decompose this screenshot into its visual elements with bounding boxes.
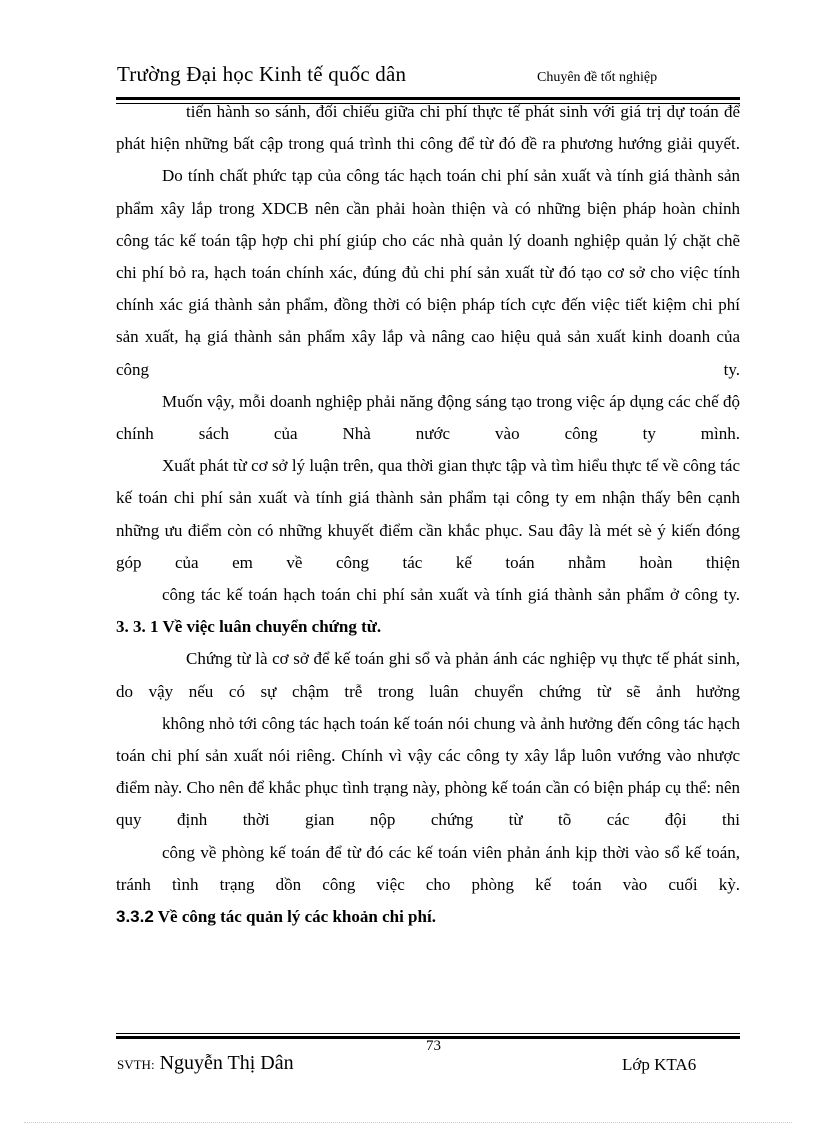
paragraph: Muốn vậy, mỗi doanh nghiệp phải năng động sáng tạo trong việc áp dụng các chế độ chính sách của Nhà nước vào công ty mình. [116,391,740,444]
paragraph: công tác kế toán hạch toán chi phí sản xuất và tính giá thành sản phẩm ở công ty. [162,585,740,605]
section-heading: 3. 3. 1 Về việc luân chuyển chứng từ. [116,617,382,637]
footer-class: Lớp KTA6 [622,1055,697,1074]
svth-label: SVTH: [117,1057,155,1072]
paragraph: công về phòng kế toán để từ đó các kế toán viên phản ánh kịp thời vào sổ kế toán, tránh tình trạng dồn công việc cho phòng kế toán vào cuối kỳ. [116,842,740,894]
header-doc-type: Chuyên đề tốt nghiệp [537,70,658,85]
page-number: 73 [426,1038,441,1054]
paragraph: Do tính chất phức tạp của công tác hạch toán chi phí sản xuất và tính giá thành sản phẩm xây lắp trong XDCB nên cần phải hoàn thiện và có những biện pháp hoàn chỉnh công tác kế toán tập hợp chi phí giúp cho các nhà quản lý doanh nghiệp quản lý chặt chẽ chi phí bỏ ra, hạch toán chính xác, đúng đủ chi phí sản xuất từ đó tạo cơ sở cho việc tính chính xác giá thành sản phẩm, đồng thời có biện pháp tích cực đến việc tiết kiệm chi phí sản xuất, hạ giá thành sản phẩm xây lắp và nâng cao hiệu quả sản xuất kinh doanh của công ty. [116,166,740,379]
paragraph: không nhỏ tới công tác hạch toán kế toán nói chung và ảnh hưởng đến công tác hạch toán chi phí sản xuất nói riêng. Chính vì vậy các công ty xây lắp luôn vướng vào nhược điểm này. Cho nên để khắc phục tình trạng này, phòng kế toán cần có biện pháp cụ thể: nên quy định thời gian nộp chứng từ tõ các đội thi [116,713,740,830]
section-heading [116,901,740,933]
section-title: Về công tác quản lý các khoản chi phí. [157,907,436,927]
student-name: Nguyễn Thị Dân [159,1052,294,1074]
paragraph: Chứng từ là cơ sở để kế toán ghi sổ và phản ánh các nghiệp vụ thực tế phát sinh, do vậy nếu có sự chậm trễ trong luân chuyển chứng từ sẽ ảnh hưởng [116,649,740,701]
paragraph: Xuất phát từ cơ sở lý luận trên, qua thời gian thực tập và tìm hiểu thực tế về công tác kế toán chi phí sản xuất và tính giá thành sản phẩm tại công ty em nhận thấy bên cạnh những ưu điểm còn có những khuyết điểm cần khắc phục. Sau đây là mét sè ý kiến đóng góp của em về công tác kế toán nhằm hoàn thiện [116,456,740,572]
paragraph: tiến hành so sánh, đối chiếu giữa chi phí thực tế phát sinh với giá trị dự toán để phát hiện những bất cập trong quá trình thi công để từ đó đề ra phương hướng giải quyết. [116,102,740,154]
header-university: Trường Đại học Kinh tế quốc dân [117,62,407,86]
section-number: 3.3.2 [116,907,154,927]
page-body [116,96,740,933]
footer-rule-thin [116,1033,740,1034]
footer-student [117,1052,294,1075]
